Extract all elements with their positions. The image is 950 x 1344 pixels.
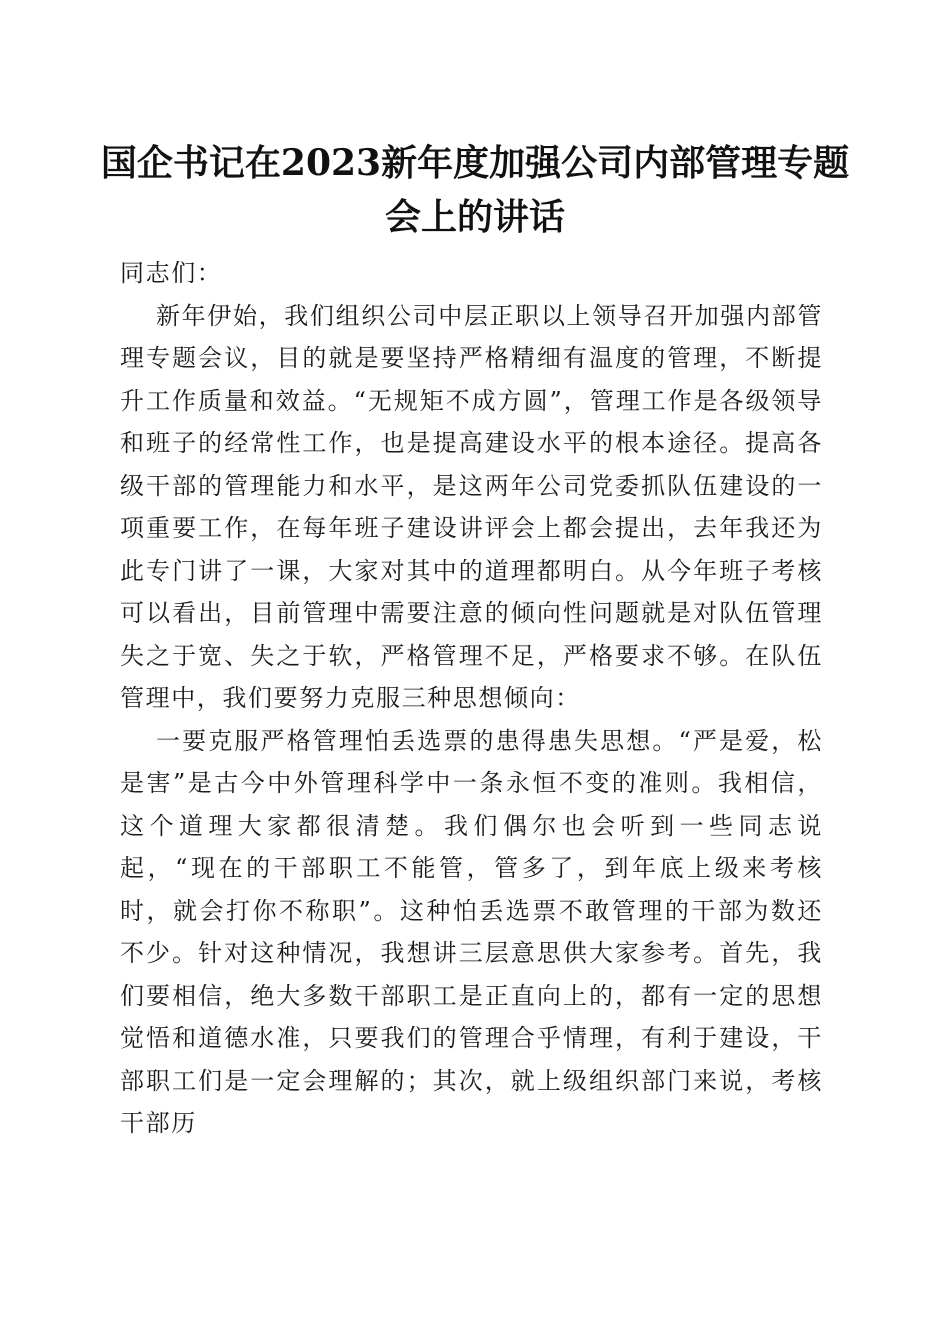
document-title: 国企书记在2023新年度加强公司内部管理专题会上的讲话 (100, 142, 850, 238)
paragraph-2: 一要克服严格管理怕丢选票的患得患失思想。“严是爱，松是害”是古今中外管理科学中一条永恒不变的准则。我相信，这个道理大家都很清楚。我们偶尔也会听到一些同志说起，“现在的干部职工不能管，管多了，到年底上级来考核时，就会打你不称职”。这种怕丢选票不敢管理的干部为数还不少。针对这种情况，我想讲三层意思供大家参考。首先，我们要相信，绝大多数干部职工是正直向上的，都有一定的思想觉悟和道德水准，只要我们的管理合乎情理，有利于建设，干部职工们是一定会理解的；其次，就上级组织部门来说，考核干部历 (120, 726, 823, 1137)
document-body (120, 252, 823, 1145)
salutation: 同志们： (120, 259, 223, 287)
paragraph-1: 新年伊始，我们组织公司中层正职以上领导召开加强内部管理专题会议，目的就是要坚持严格精细有温度的管理，不断提升工作质量和效益。“无规矩不成方圆”，管理工作是各级领导和班子的经常性工作，也是提高建设水平的根本途径。提高各级干部的管理能力和水平，是这两年公司党委抓队伍建设的一项重要工作，在每年班子建设讲评会上都会提出，去年我还为此专门讲了一课，大家对其中的道理都明白。从今年班子考核可以看出，目前管理中需要注意的倾向性问题就是对队伍管理失之于宽、失之于软，严格管理不足，严格要求不够。在队伍管理中，我们要努力克服三种思想倾向： (120, 301, 823, 712)
